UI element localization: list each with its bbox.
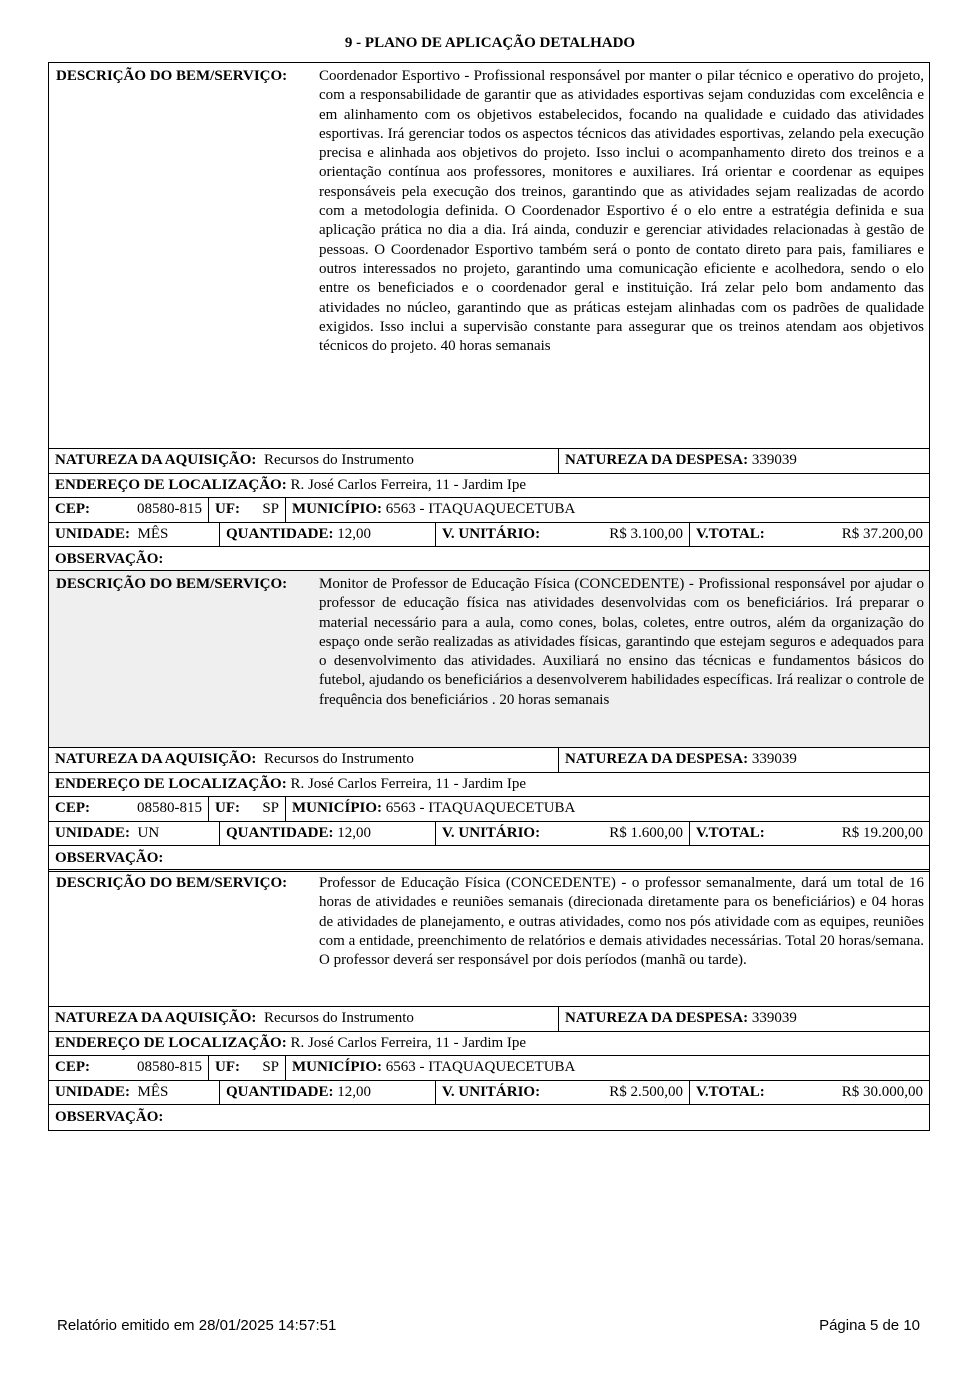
address-value: R. José Carlos Ferreira, 11 - Jardim Ipe xyxy=(290,476,527,493)
v-unitario-value: R$ 3.100,00 xyxy=(609,525,683,542)
description-text: Coordenador Esportivo - Profissional responsável por manter o pilar técnico e operativo do projeto, com a responsabilidade de garantir que as atividades esportivas sejam conduzidas com excelência e em alinhamento com os objetivos estabelecidos, focando na qualidade e cuidado das atividades esportivas. Irá gerenciar todos os aspectos técnicos das atividades esportivas, zelando pela execução precisa e alinhada aos objetivos do projeto. Isso inclui o acompanhamento direto dos treinos e a orientação contínua aos professores, monitores e auxiliares. Irá orientar e coordenar as equipes responsáveis pela execução dos treinos, garantindo que as atividades sejam realizadas de acordo com a metodologia definida. O Coordenador Esportivo é o elo entre a estratégia definida e sua aplicação prática no dia a dia. Irá ainda, conduzir e gerenciar atividades relacionadas à gestão de pessoas. O Coordenador Esportivo também será o ponto de contato direto para pais, familiares e outros interessados no projeto, garantindo uma comunicação eficiente e acolhedora, sendo o elo entre os beneficiados e o coordenador geral e instituição. Irá zelar pelo bom andamento das atividades no núcleo, garantindo que as práticas estejam alinhadas com os padrões de qualidade exigidos. Isso inclui a supervisão constante para assegurar que os treinos atendam aos objetivos técnicos do projeto. 40 horas semanais xyxy=(319,68,924,355)
municipio-cell xyxy=(286,1056,929,1080)
address-cell xyxy=(49,773,929,797)
uf-label: UF: xyxy=(215,1059,240,1076)
quantidade-value: 12,00 xyxy=(337,525,372,542)
unidade-label: UNIDADE: xyxy=(55,525,130,542)
address-value: R. José Carlos Ferreira, 11 - Jardim Ipe xyxy=(290,1034,527,1051)
observation-row xyxy=(49,846,929,871)
address-label: ENDEREÇO DE LOCALIZAÇÃO: xyxy=(55,775,287,792)
v-unitario-cell xyxy=(436,1081,690,1105)
v-unitario-label: V. UNITÁRIO: xyxy=(442,824,541,841)
quantidade-label: QUANTIDADE: xyxy=(226,1083,334,1100)
item-block-1 xyxy=(48,62,930,573)
acquisition-nature-cell xyxy=(49,1007,559,1031)
uf-label: UF: xyxy=(215,501,240,518)
municipio-label: MUNICÍPIO: xyxy=(292,800,382,817)
acquisition-nature-value: Recursos do Instrumento xyxy=(263,751,414,768)
description-section xyxy=(49,571,929,748)
quantidade-value: 12,00 xyxy=(337,1083,372,1100)
description-section xyxy=(49,63,929,449)
quantidade-label: QUANTIDADE: xyxy=(226,525,334,542)
municipio-value: 6563 - ITAQUAQUECETUBA xyxy=(385,800,576,817)
location-row xyxy=(49,498,929,523)
cep-cell xyxy=(49,1056,209,1080)
cep-cell xyxy=(49,797,209,821)
v-total-cell xyxy=(690,1081,929,1105)
unidade-value: MÊS xyxy=(137,1083,169,1100)
acquisition-row xyxy=(49,449,929,474)
v-total-label: V.TOTAL: xyxy=(696,824,765,841)
observation-cell xyxy=(49,547,929,572)
uf-value: SP xyxy=(262,1059,279,1076)
observation-label: OBSERVAÇÃO: xyxy=(55,849,164,866)
expense-nature-value: 339039 xyxy=(751,1010,797,1027)
item-block-3 xyxy=(48,869,930,1131)
cep-value: 08580-815 xyxy=(137,501,202,518)
expense-nature-cell xyxy=(559,449,929,473)
unidade-cell xyxy=(49,822,220,846)
quantidade-value: 12,00 xyxy=(337,824,372,841)
description-label: DESCRIÇÃO DO BEM/SERVIÇO: xyxy=(56,875,288,891)
quantidade-cell xyxy=(220,822,436,846)
uf-cell xyxy=(209,1056,286,1080)
cep-value: 08580-815 xyxy=(137,1059,202,1076)
description-label: DESCRIÇÃO DO BEM/SERVIÇO: xyxy=(56,576,288,592)
acquisition-nature-label: NATUREZA DA AQUISIÇÃO: xyxy=(55,751,257,768)
municipio-cell xyxy=(286,498,929,522)
cep-label: CEP: xyxy=(55,1059,90,1076)
municipio-label: MUNICÍPIO: xyxy=(292,501,382,518)
v-unitario-label: V. UNITÁRIO: xyxy=(442,1083,541,1100)
page-title: 9 - PLANO DE APLICAÇÃO DETALHADO xyxy=(344,35,636,51)
uf-cell xyxy=(209,797,286,821)
values-row xyxy=(49,523,929,548)
v-unitario-label: V. UNITÁRIO: xyxy=(442,525,541,542)
address-row xyxy=(49,1032,929,1057)
quantidade-cell xyxy=(220,523,436,547)
uf-cell xyxy=(209,498,286,522)
address-label: ENDEREÇO DE LOCALIZAÇÃO: xyxy=(55,1034,287,1051)
report-timestamp: Relatório emitido em 28/01/2025 14:57:51 xyxy=(57,1317,337,1334)
values-row xyxy=(49,1081,929,1106)
municipio-label: MUNICÍPIO: xyxy=(292,1059,382,1076)
v-total-label: V.TOTAL: xyxy=(696,1083,765,1100)
v-total-value: R$ 19.200,00 xyxy=(841,824,923,841)
acquisition-nature-cell xyxy=(49,449,559,473)
quantidade-cell xyxy=(220,1081,436,1105)
unidade-value: UN xyxy=(137,824,160,841)
expense-nature-value: 339039 xyxy=(751,452,797,469)
quantidade-label: QUANTIDADE: xyxy=(226,824,334,841)
uf-value: SP xyxy=(262,800,279,817)
v-unitario-cell xyxy=(436,822,690,846)
v-unitario-value: R$ 2.500,00 xyxy=(609,1083,683,1100)
address-row xyxy=(49,474,929,499)
expense-nature-label: NATUREZA DA DESPESA: xyxy=(565,1010,749,1027)
uf-label: UF: xyxy=(215,800,240,817)
acquisition-nature-value: Recursos do Instrumento xyxy=(263,452,414,469)
observation-row xyxy=(49,1105,929,1130)
item-block-2 xyxy=(48,570,930,872)
cep-cell xyxy=(49,498,209,522)
v-total-label: V.TOTAL: xyxy=(696,525,765,542)
description-label: DESCRIÇÃO DO BEM/SERVIÇO: xyxy=(56,68,288,84)
cep-label: CEP: xyxy=(55,501,90,518)
description-text: Monitor de Professor de Educação Física (CONCEDENTE) - Profissional responsável por ajudar o professor de educação física nas atividades desenvolvidas com os beneficiários. Irá preparar o material necessário para a aula, como cones, bolas, coletes, entre outros, além da organização do espaço onde serão realizadas as atividades físicas, garantindo que estejam seguros e adequados para o desenvolvimento das atividades. Auxiliará no ensino das técnicas e fundamentos básicos do futebol, ajudando os beneficiários a desenvolverem habilidades específicas. Irá realizar o controle de frequência dos beneficiários . 20 horas semanais xyxy=(319,576,924,708)
address-cell xyxy=(49,474,929,498)
v-unitario-value: R$ 1.600,00 xyxy=(609,824,683,841)
description-section xyxy=(49,870,929,1007)
municipio-value: 6563 - ITAQUAQUECETUBA xyxy=(385,501,576,518)
expense-nature-cell xyxy=(559,748,929,772)
location-row xyxy=(49,797,929,822)
address-cell xyxy=(49,1032,929,1056)
municipio-value: 6563 - ITAQUAQUECETUBA xyxy=(385,1059,576,1076)
acquisition-nature-cell xyxy=(49,748,559,772)
v-total-value: R$ 37.200,00 xyxy=(841,525,923,542)
expense-nature-label: NATUREZA DA DESPESA: xyxy=(565,751,749,768)
expense-nature-cell xyxy=(559,1007,929,1031)
v-total-cell xyxy=(690,822,929,846)
observation-cell xyxy=(49,846,929,871)
unidade-cell xyxy=(49,1081,220,1105)
address-label: ENDEREÇO DE LOCALIZAÇÃO: xyxy=(55,476,287,493)
v-unitario-cell xyxy=(436,523,690,547)
unidade-label: UNIDADE: xyxy=(55,824,130,841)
observation-cell xyxy=(49,1105,929,1130)
observation-label: OBSERVAÇÃO: xyxy=(55,1108,164,1125)
address-value: R. José Carlos Ferreira, 11 - Jardim Ipe xyxy=(290,775,527,792)
unidade-cell xyxy=(49,523,220,547)
acquisition-row xyxy=(49,1007,929,1032)
observation-row xyxy=(49,547,929,572)
observation-label: OBSERVAÇÃO: xyxy=(55,550,164,567)
acquisition-nature-label: NATUREZA DA AQUISIÇÃO: xyxy=(55,1010,257,1027)
description-text: Professor de Educação Física (CONCEDENTE) - o professor semanalmente, dará um total de 16 horas de atividades e reuniões semanais (direcionada diretamente para os beneficiários) e 04 horas de atividades de planejamento, e outras atividades, como nos pós atividade com as equipes, reuniões com a entidade, preenchimento de relatórios e demais atividades necessárias. Total 20 horas/semana. O professor deverá ser responsável por dois períodos (manhã ou tarde). xyxy=(319,875,924,969)
cep-value: 08580-815 xyxy=(137,800,202,817)
uf-value: SP xyxy=(262,501,279,518)
address-row xyxy=(49,773,929,798)
unidade-value: MÊS xyxy=(137,525,169,542)
v-total-value: R$ 30.000,00 xyxy=(841,1083,923,1100)
acquisition-nature-label: NATUREZA DA AQUISIÇÃO: xyxy=(55,452,257,469)
values-row xyxy=(49,822,929,847)
acquisition-nature-value: Recursos do Instrumento xyxy=(263,1010,414,1027)
v-total-cell xyxy=(690,523,929,547)
location-row xyxy=(49,1056,929,1081)
cep-label: CEP: xyxy=(55,800,90,817)
expense-nature-label: NATUREZA DA DESPESA: xyxy=(565,452,749,469)
unidade-label: UNIDADE: xyxy=(55,1083,130,1100)
expense-nature-value: 339039 xyxy=(751,751,797,768)
acquisition-row xyxy=(49,748,929,773)
municipio-cell xyxy=(286,797,929,821)
page-number: Página 5 de 10 xyxy=(819,1317,920,1334)
